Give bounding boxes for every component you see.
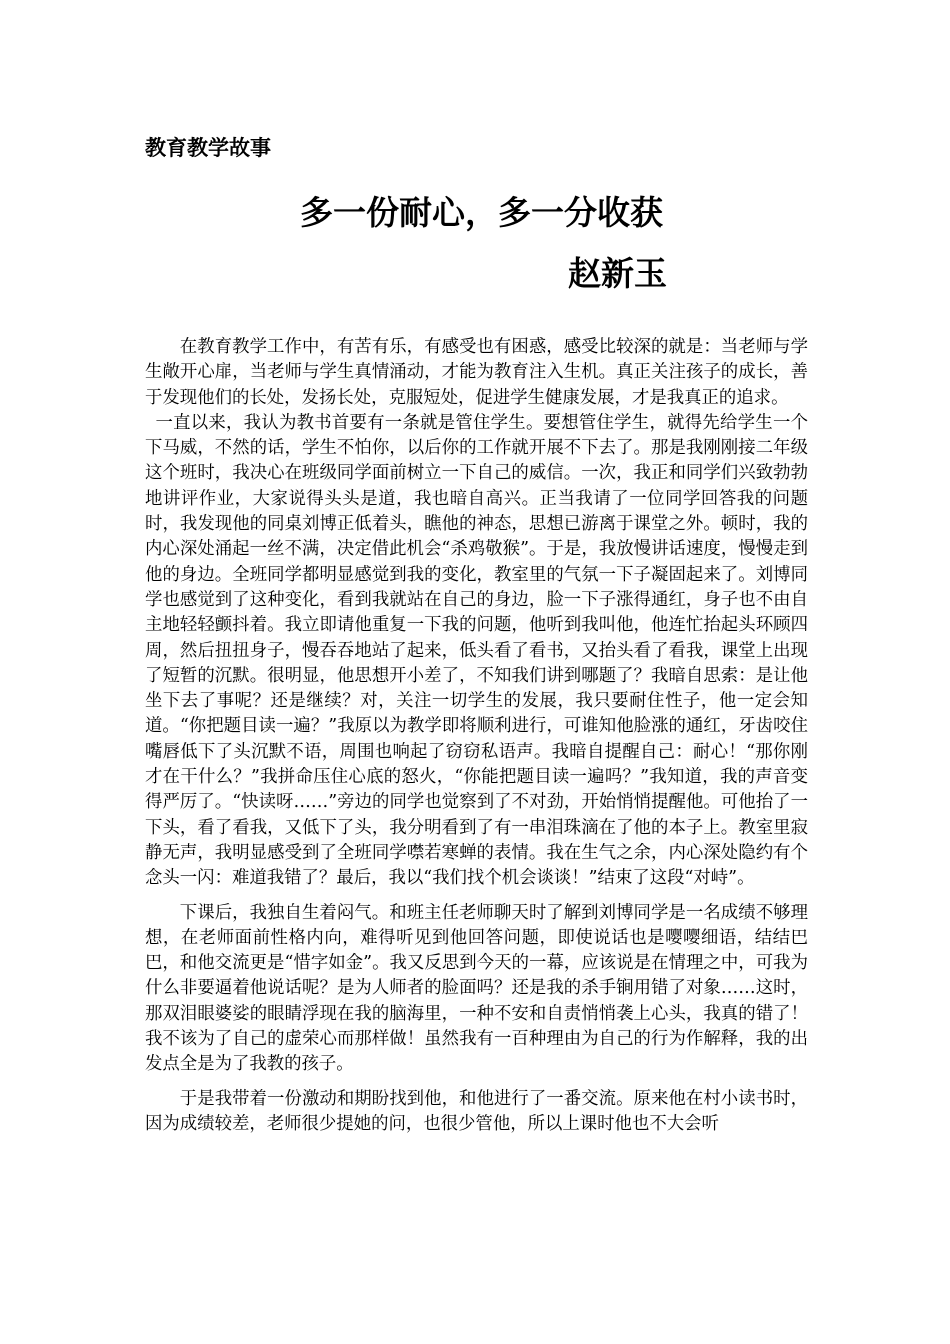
- author-name: 赵新玉: [568, 254, 667, 293]
- category-heading: 教育教学故事: [145, 136, 271, 160]
- article-body: [145, 335, 808, 1137]
- paragraph: 一直以来，我认为教书首要有一条就是管住学生。要想管住学生，就得先给学生一个下马威，不然的话，学生不怕你，以后你的工作就开展不下去了。那是我刚刚接二年级这个班时，我决心在班级同学面前树立一下自己的威信。一次，我正和同学们兴致勃勃地讲评作业，大家说得头头是道，我也暗自高兴。正当我请了一位同学回答我的问题时，我发现他的同桌刘博正低着头，瞧他的神态，思想已游离于课堂之外。顿时，我的内心深处涌起一丝不满，决定借此机会“杀鸡敬猴”。于是，我放慢讲话速度，慢慢走到他的身边。全班同学都明显感觉到我的变化，教室里的气氛一下子凝固起来了。刘博同学也感觉到了这种变化，看到我就站在自己的身边，脸一下子涨得通红，身子也不由自主地轻轻颤抖着。我立即请他重复一下我的问题，他听到我叫他，他连忙抬起头环顾四周，然后扭扭身子，慢吞吞地站了起来，低头看了看书，又抬头看了看我，课堂上出现了短暂的沉默。很明显，他思想开小差了，不知我们讲到哪题了？我暗自思索：是让他坐下去了事呢？还是继续？对，关注一切学生的发展，我只要耐住性子，他一定会知道。“你把题目读一遍？”我原以为教学即将顺利进行，可谁知他脸涨的通红，牙齿咬住嘴唇低下了头沉默不语，周围也响起了窃窃私语声。我暗自提醒自己：耐心！“那你刚才在干什么？”我拼命压住心底的怒火，“你能把题目读一遍吗？”我知道，我的声音变得严厉了。“快读呀……”旁边的同学也觉察到了不对劲，开始悄悄提醒他。可他抬了一下头，看了看我，又低下了头，我分明看到了有一串泪珠滴在了他的本子上。教室里寂静无声，我明显感受到了全班同学噤若寒蝉的表情。我在生气之余，内心深处隐约有个念头一闪：难道我错了？最后，我以“我们找个机会谈谈！”结束了这段“对峙”。: [145, 412, 808, 889]
- paragraph: 下课后，我独自生着闷气。和班主任老师聊天时了解到刘博同学是一名成绩不够理想，在老师面前性格内向，难得听见到他回答问题，即使说话也是嘤嘤细语，结结巴巴，和他交流更是“惜字如金”。我又反思到今天的一幕，应该说是在情理之中，可我为什么非要逼着他说话呢？是为人师者的脸面吗？还是我的杀手锏用错了对象……这时，那双泪眼婆娑的眼睛浮现在我的脑海里，一种不安和自责悄悄袭上心头，我真的错了！我不该为了自己的虚荣心而那样做！虽然我有一百种理由为自己的行为作解释，我的出发点全是为了我教的孩子。: [145, 902, 808, 1075]
- paragraph: 在教育教学工作中，有苦有乐，有感受也有困惑，感受比较深的就是：当老师与学生敞开心扉，当老师与学生真情涌动，才能为教育注入生机。真正关注孩子的成长，善于发现他们的长处，发扬长处，克服短处，促进学生健康发展，才是我真正的追求。: [145, 337, 808, 408]
- article-title: 多一份耐心，多一分收获: [300, 193, 663, 232]
- paragraph: 于是我带着一份激动和期盼找到他，和他进行了一番交流。原来他在村小读书时，因为成绩较差，老师很少提她的问，也很少管他，所以上课时他也不大会听: [145, 1088, 808, 1134]
